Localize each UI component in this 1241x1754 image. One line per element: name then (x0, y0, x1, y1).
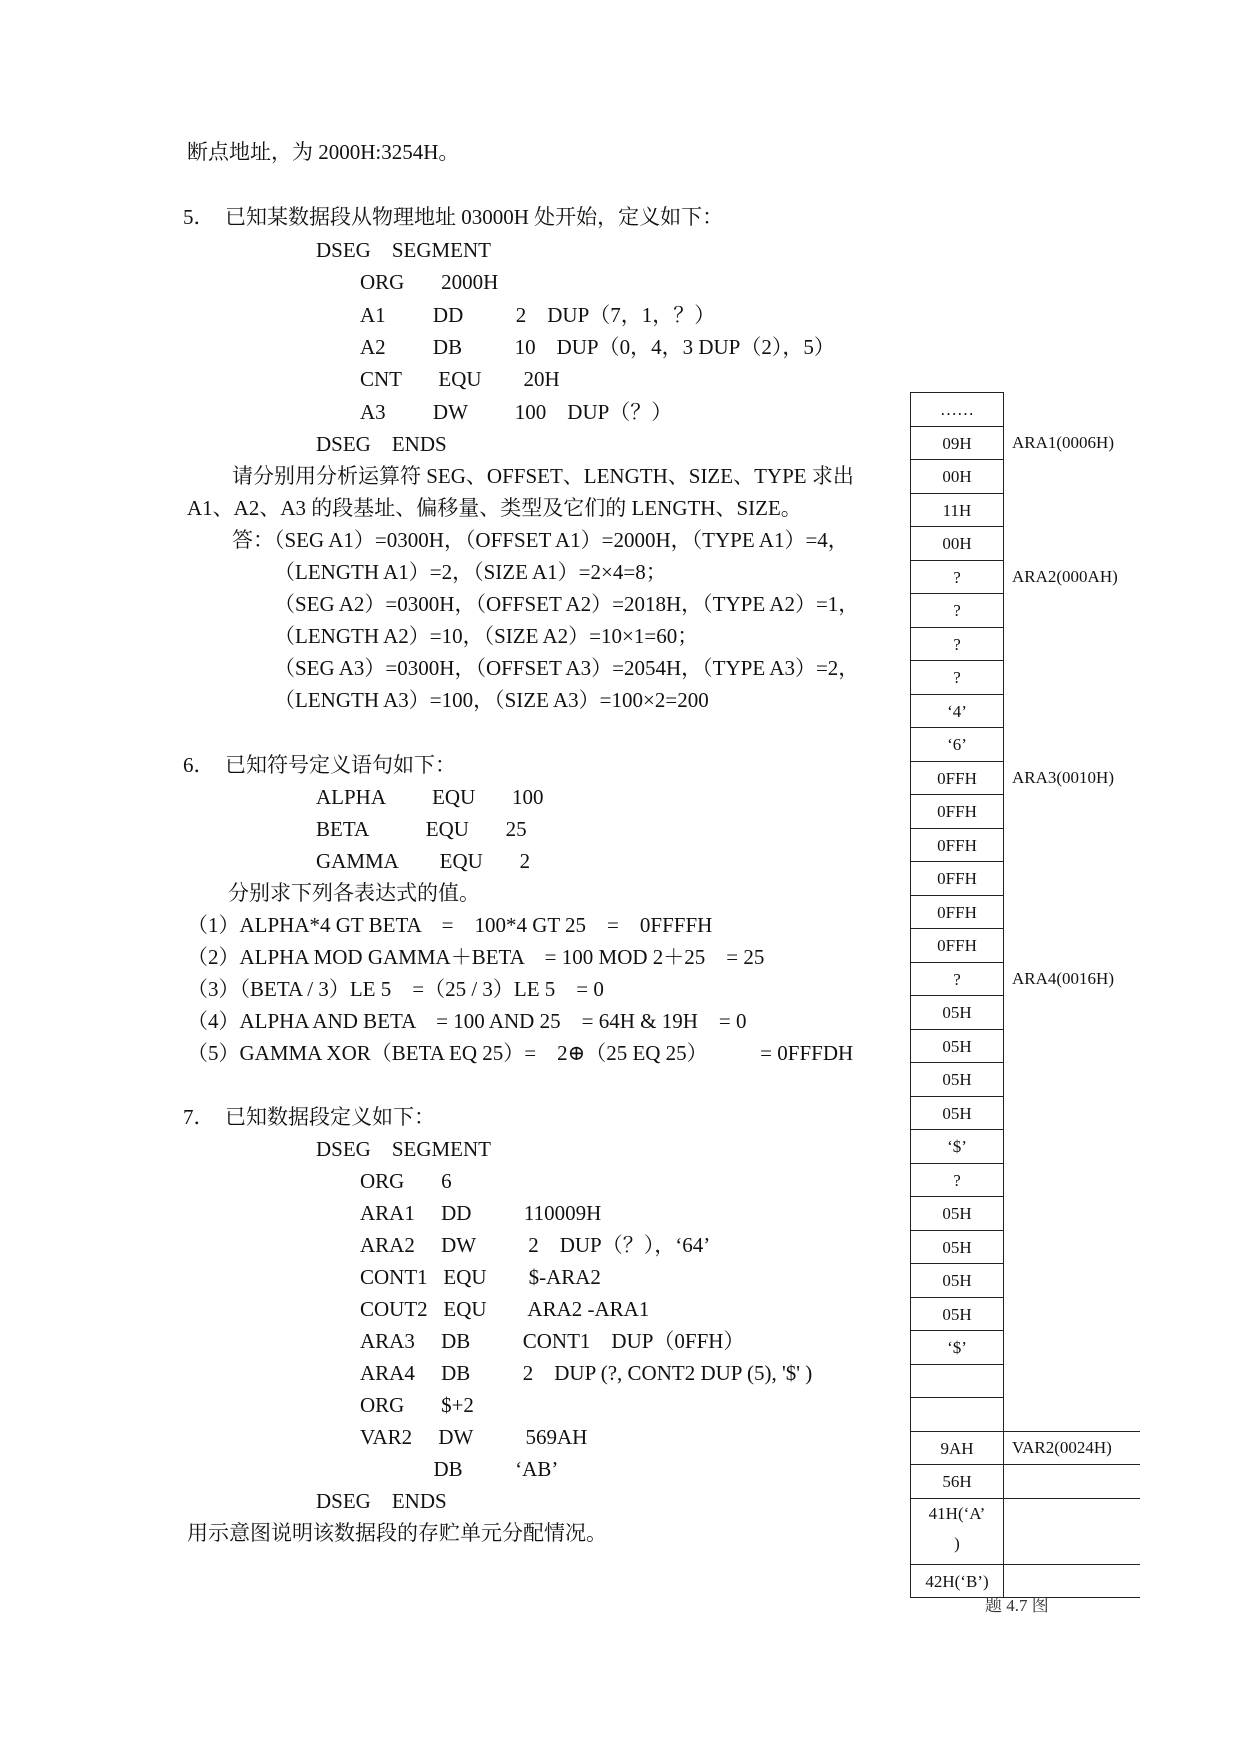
memory-cell: ? (911, 628, 1003, 662)
text-line: （LENGTH A1）=2，（SIZE A1）=2×4=8； (274, 560, 667, 584)
text-line: ARA3 DB CONT1 DUP（0FFH） (360, 1329, 745, 1353)
memory-label: ARA4(0016H) (1012, 968, 1114, 988)
text-line: （4）ALPHA AND BETA = 100 AND 25 = 64H & 19H = 0 (187, 1009, 747, 1033)
text-line: 用示意图说明该数据段的存贮单元分配情况。 (187, 1521, 607, 1545)
text-line: DB ‘AB’ (360, 1457, 559, 1481)
memory-cell: ? (911, 594, 1003, 628)
memory-cell: 05H (911, 1298, 1003, 1332)
memory-cell: 00H (911, 460, 1003, 494)
text-line: （3）（BETA / 3）LE 5 =（25 / 3）LE 5 = 0 (187, 977, 604, 1001)
memory-cell: 0FFH (911, 762, 1003, 796)
text-line: （LENGTH A2）=10，（SIZE A2）=10×1=60； (274, 624, 699, 648)
memory-cell: 0FFH (911, 929, 1003, 963)
text-line: ARA4 DB 2 DUP (?, CONT2 DUP (5), '$' ) (360, 1361, 813, 1385)
memory-allocation-diagram (910, 392, 1004, 1598)
text-line: ARA1 DD 110009H (360, 1201, 602, 1225)
text-line: （SEG A2）=0300H，（OFFSET A2）=2018H，（TYPE A2）=1， (274, 592, 860, 616)
memory-cell: 41H(‘A’ ) (911, 1499, 1003, 1565)
memory-cell: 09H (911, 427, 1003, 461)
memory-cell: 05H (911, 1231, 1003, 1265)
memory-label: ARA1(0006H) (1012, 432, 1114, 452)
memory-label: VAR2(0024H) (1012, 1437, 1112, 1457)
text-line: COUT2 EQU ARA2 -ARA1 (360, 1297, 650, 1321)
text-line: DSEG ENDS (316, 1489, 447, 1513)
text-line: 6． 已知符号定义语句如下： (183, 753, 456, 777)
text-line: ARA2 DW 2 DUP（？），‘64’ (360, 1233, 711, 1257)
text-line: DSEG SEGMENT (316, 238, 492, 262)
memory-cell: 9AH (911, 1432, 1003, 1466)
memory-cell: ‘$’ (911, 1331, 1003, 1365)
text-line: （1）ALPHA*4 GT BETA = 100*4 GT 25 = 0FFFFH (187, 913, 713, 937)
text-line: 断点地址，为 2000H:3254H。 (187, 140, 460, 164)
memory-label: ARA2(000AH) (1012, 566, 1118, 586)
text-line: A3 DW 100 DUP（？） (360, 400, 673, 424)
memory-cell: 05H (911, 1197, 1003, 1231)
memory-cell: 05H (911, 1063, 1003, 1097)
text-line: A1 DD 2 DUP（7，1，？） (360, 303, 716, 327)
memory-row-divider (1002, 1431, 1140, 1432)
memory-cell: ‘6’ (911, 728, 1003, 762)
memory-row-divider (1002, 1564, 1140, 1565)
figure-caption: 题 4.7 图 (985, 1596, 1049, 1615)
text-line: （LENGTH A3）=100，（SIZE A3）=100×2=200 (274, 688, 709, 712)
text-line: ORG 2000H (360, 270, 499, 294)
memory-cell: ? (911, 561, 1003, 595)
memory-cell: 0FFH (911, 795, 1003, 829)
text-line: 5． 已知某数据段从物理地址 03000H 处开始，定义如下： (183, 205, 724, 229)
memory-cell: 05H (911, 996, 1003, 1030)
memory-row-divider (1002, 1464, 1140, 1465)
text-line: （5）GAMMA XOR（BETA EQ 25）= 2⊕（25 EQ 25） = 0FFFDH (187, 1041, 854, 1065)
text-line: （2）ALPHA MOD GAMMA＋BETA = 100 MOD 2＋25 = 25 (187, 945, 765, 969)
memory-cell: 0FFH (911, 862, 1003, 896)
memory-cell: 00H (911, 527, 1003, 561)
text-line: ORG 6 (360, 1169, 452, 1193)
memory-cell: 05H (911, 1097, 1003, 1131)
text-line: A1、A2、A3 的段基址、偏移量、类型及它们的 LENGTH、SIZE。 (187, 496, 802, 520)
memory-cell (911, 1365, 1003, 1399)
text-line: 分别求下列各表达式的值。 (228, 881, 480, 905)
memory-cell: ? (911, 963, 1003, 997)
text-line: DSEG ENDS (316, 432, 447, 456)
text-line: VAR2 DW 569AH (360, 1425, 588, 1449)
memory-label: ARA3(0010H) (1012, 767, 1114, 787)
text-line: ALPHA EQU 100 (316, 785, 544, 809)
text-line: 7． 已知数据段定义如下： (183, 1105, 435, 1129)
memory-cell: 05H (911, 1030, 1003, 1064)
memory-cell: 56H (911, 1465, 1003, 1499)
memory-cell: ‘$’ (911, 1130, 1003, 1164)
memory-cell: …… (911, 393, 1003, 427)
memory-cell: 0FFH (911, 829, 1003, 863)
memory-cell: 11H (911, 494, 1003, 528)
text-line: 答：（SEG A1）=0300H，（OFFSET A1）=2000H，（TYPE A1）=4， (232, 528, 849, 552)
text-line: A2 DB 10 DUP（0，4，3 DUP（2），5） (360, 335, 835, 359)
text-line: CONT1 EQU $-ARA2 (360, 1265, 601, 1289)
text-line: （SEG A3）=0300H，（OFFSET A3）=2054H，（TYPE A3）=2， (274, 656, 860, 680)
text-line: DSEG SEGMENT (316, 1137, 492, 1161)
memory-cell (911, 1398, 1003, 1432)
text-line: 请分别用分析运算符 SEG、OFFSET、LENGTH、SIZE、TYPE 求出 (232, 464, 854, 488)
memory-cell: ‘4’ (911, 695, 1003, 729)
memory-cell: 0FFH (911, 896, 1003, 930)
memory-cell: ? (911, 661, 1003, 695)
text-line: GAMMA EQU 2 (316, 849, 531, 873)
memory-cell: 42H(‘B’) (911, 1565, 1003, 1599)
memory-row-divider (1002, 1498, 1140, 1499)
text-line: ORG $+2 (360, 1393, 474, 1417)
text-line: CNT EQU 20H (360, 367, 560, 391)
text-line: BETA EQU 25 (316, 817, 527, 841)
memory-cell: ? (911, 1164, 1003, 1198)
memory-cell: 05H (911, 1264, 1003, 1298)
